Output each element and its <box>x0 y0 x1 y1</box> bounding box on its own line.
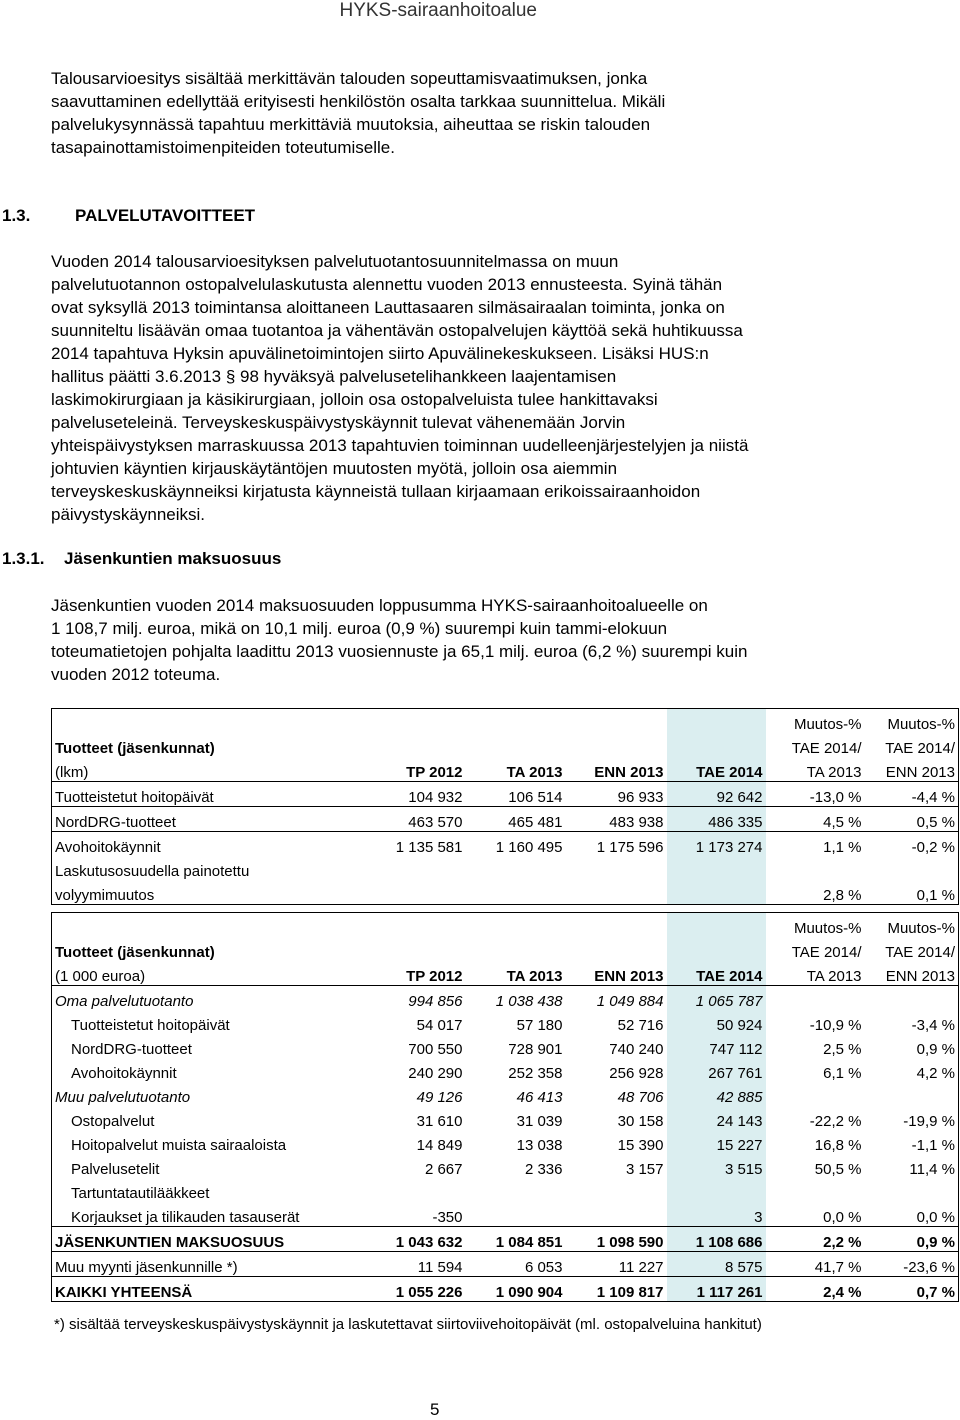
cell <box>766 986 865 1011</box>
cell: 2,5 % <box>823 1041 862 1058</box>
col-header: TAE 2014/ <box>865 937 959 961</box>
cell: 267 761 <box>667 1058 766 1082</box>
table-row <box>52 1082 959 1106</box>
cell: 31 610 <box>416 1113 463 1130</box>
cell <box>466 1202 566 1227</box>
cell: 0,0 % <box>865 1202 959 1227</box>
cell: 747 112 <box>667 1034 766 1058</box>
table-unit: (lkm) <box>52 757 370 782</box>
text-line: Jäsenkuntien vuoden 2014 maksuosuuden loppusumma HYKS-sairaanhoitoalueelle on <box>51 596 708 615</box>
cell: 8 575 <box>667 1252 766 1277</box>
cell: 104 932 <box>370 782 466 807</box>
row-label: NordDRG-tuotteet <box>52 1034 370 1058</box>
table-row <box>52 1106 959 1130</box>
cell <box>370 1178 466 1202</box>
cell: 1 098 590 <box>566 1227 667 1252</box>
cell: 54 017 <box>416 1017 463 1034</box>
col-header: TAE 2014/ <box>791 740 862 757</box>
cell: 2 336 <box>524 1161 563 1178</box>
cell: 1 084 851 <box>466 1227 566 1252</box>
row-label: JÄSENKUNTIEN MAKSUOSUUS <box>52 1227 370 1252</box>
col-header: TA 2013 <box>466 757 566 782</box>
cell: 0,5 % <box>865 807 959 832</box>
table-row <box>52 1010 959 1034</box>
cell: 41,7 % <box>766 1252 865 1277</box>
cell <box>466 1178 566 1202</box>
table-row <box>52 1227 959 1252</box>
text-line: vuoden 2012 toteuma. <box>51 665 221 684</box>
cell: 50 924 <box>667 1010 766 1034</box>
cell: 3 <box>667 1202 766 1227</box>
cell: 16,8 % <box>814 1137 862 1154</box>
cell <box>766 1082 865 1106</box>
cell: 46 413 <box>516 1089 563 1106</box>
text-line: Talousarvioesitys sisältää merkittävän talouden sopeuttamisvaatimuksen, jonka <box>51 69 648 88</box>
cell: 1 049 884 <box>596 993 664 1010</box>
cell: 11 227 <box>566 1252 667 1277</box>
cell: 6,1 % <box>823 1065 862 1082</box>
cell: 1 055 226 <box>370 1277 466 1302</box>
cell: 2 667 <box>424 1161 463 1178</box>
cell: 0,9 % <box>865 1227 959 1252</box>
cell: 256 928 <box>609 1065 664 1082</box>
row-label: Palvelusetelit <box>52 1154 370 1178</box>
cell: -13,0 % <box>766 782 865 807</box>
text-line: yhteispäivystyksen marraskuussa 2013 tapahtuvien toiminnan uudelleenjärjestelyjen ja niistä <box>51 436 749 455</box>
cell: 1 043 632 <box>370 1227 466 1252</box>
cell <box>865 986 959 1011</box>
table-row <box>52 782 959 807</box>
cell: 0,7 % <box>865 1277 959 1302</box>
row-label: KAIKKI YHTEENSÄ <box>52 1277 370 1302</box>
cell: 2,2 % <box>766 1227 865 1252</box>
text-line: laskimokirurgiaan ja käsikirurgiaan, jolloin osa ostopalveluista tulee hankittavaksi <box>51 390 658 409</box>
text-line: 2014 tapahtuva Hyksin apuvälinetoimintojen siirto Apuvälinekeskukseen. Lisäksi HUS:n <box>51 344 709 363</box>
row-label: volyymimuutos <box>52 880 370 905</box>
text-line: suunniteltu lisäävän omaa tuotantoa ja vähentävän ostopalvelujen käyttöä sekä huhtikuussa <box>51 321 743 340</box>
col-header: TA 2013 <box>466 961 566 986</box>
row-label: Tuotteistetut hoitopäivät <box>52 1010 370 1034</box>
section-1-3-title: PALVELUTAVOITTEET <box>75 206 256 225</box>
section-1-3-number: 1.3. <box>2 206 31 225</box>
cell: 57 180 <box>516 1017 563 1034</box>
cell: 0,0 % <box>766 1202 865 1227</box>
cell: 728 901 <box>508 1041 563 1058</box>
cell: 0,1 % <box>865 880 959 905</box>
cell: -4,4 % <box>865 782 959 807</box>
row-label: Korjaukset ja tilikauden tasauserät <box>52 1202 370 1227</box>
row-label: Avohoitokäynnit <box>52 1058 370 1082</box>
cell: -0,2 % <box>865 832 959 857</box>
cell: -350 <box>370 1202 466 1227</box>
cell: 483 938 <box>566 807 667 832</box>
table-row <box>52 1058 959 1082</box>
section-1-3-1-number: 1.3.1. <box>2 549 45 568</box>
row-label: Ostopalvelut <box>52 1106 370 1130</box>
cell: 11 594 <box>370 1252 466 1277</box>
footnote: *) sisältää terveyskeskuspäivystyskäynnit ja laskutettavat siirtoviivehoitopäivät (ml. ostopalveluina hankitut) <box>54 1316 762 1333</box>
cell: -3,4 % <box>865 1010 959 1034</box>
cell: 1 175 596 <box>596 839 664 856</box>
table-row <box>52 1277 959 1302</box>
cell: 48 706 <box>617 1089 664 1106</box>
table-unit: (1 000 euroa) <box>52 961 370 986</box>
cell: 1 108 686 <box>667 1227 766 1252</box>
cell: 740 240 <box>609 1041 664 1058</box>
text-line: palveluseteleinä. Terveyskeskuspäivystyskäynnit tulevat vähenemään Jorvin <box>51 413 626 432</box>
row-label: Avohoitokäynnit <box>52 832 370 857</box>
cell: 49 126 <box>416 1089 463 1106</box>
cell: -23,6 % <box>865 1252 959 1277</box>
row-label: Hoitopalvelut muista sairaaloista <box>52 1130 370 1154</box>
cell: 2,4 % <box>766 1277 865 1302</box>
row-label: Muu palvelutuotanto <box>52 1082 370 1106</box>
row-label: Laskutusosuudella painotettu <box>52 856 370 880</box>
cell: 106 514 <box>466 782 566 807</box>
cell: 6 053 <box>466 1252 566 1277</box>
text-line: ovat syksyllä 2013 toimintansa aloittaneen Lauttasaaren silmäsairaalan toiminta, jonka on <box>51 298 725 317</box>
col-header: TA 2013 <box>766 961 865 986</box>
text-line: hallitus päätti 3.6.2013 § 98 hyväksyä palvelusetelihankkeen laajentamisen <box>51 367 617 386</box>
col-header: TA 2013 <box>766 757 865 782</box>
col-header: Muutos-% <box>766 709 865 734</box>
cell: 1 038 438 <box>495 993 563 1010</box>
cell: 486 335 <box>667 807 766 832</box>
cell: 13 038 <box>516 1137 563 1154</box>
cell: 994 856 <box>408 993 463 1010</box>
cell: 3 515 <box>667 1154 766 1178</box>
page-number: 5 <box>430 1400 440 1419</box>
cell: 465 481 <box>466 807 566 832</box>
table-title: Tuotteet (jäsenkunnat) <box>52 937 370 961</box>
section-1-3-1-title: Jäsenkuntien maksuosuus <box>64 549 282 568</box>
cell: -1,1 % <box>865 1130 959 1154</box>
cell: 50,5 % <box>814 1161 862 1178</box>
cell: 1 173 274 <box>667 832 766 857</box>
cell: -19,9 % <box>865 1106 959 1130</box>
cell <box>566 1202 667 1227</box>
text-line: terveyskeskuskäynneiksi kirjatusta käynneistä tullaan kirjaamaan erikoissairaanhoidon <box>51 482 701 501</box>
text-line: tasapainottamistoimenpiteiden toteutumiselle. <box>51 138 395 157</box>
text-line: johtuvien käyntien kirjauskäytäntöjen muutosten myötä, jolloin osa aiemmin <box>51 459 618 478</box>
table-row <box>52 1202 959 1227</box>
cell: 31 039 <box>516 1113 563 1130</box>
cell: 52 716 <box>617 1017 664 1034</box>
cell: 1 135 581 <box>395 839 463 856</box>
cell <box>865 1082 959 1106</box>
page-header: HYKS-sairaanhoitoalue <box>339 0 537 21</box>
text-line: Vuoden 2014 talousarvioesityksen palvelutuotantosuunnitelmassa on muun <box>51 252 619 271</box>
cell: 1 160 495 <box>495 839 563 856</box>
table-row <box>52 1252 959 1277</box>
col-header: TAE 2014/ <box>791 944 862 961</box>
cell <box>766 1178 865 1202</box>
col-header: TAE 2014/ <box>865 733 959 757</box>
table-row <box>52 807 959 832</box>
text-line: 1 108,7 milj. euroa, mikä on 10,1 milj. euroa (0,9 %) suurempi kuin tammi-elokuun <box>51 619 668 638</box>
text-line: toteumatietojen pohjalta laadittu 2013 vuosiennuste ja 65,1 milj. euroa (6,2 %) suurempi kuin <box>51 642 748 661</box>
table-row <box>52 1178 959 1202</box>
cell: 14 849 <box>416 1137 463 1154</box>
col-header: ENN 2013 <box>566 961 667 986</box>
text-line: päivystyskäynneiksi. <box>51 505 206 524</box>
volume-table <box>51 708 959 905</box>
table-row <box>52 832 959 857</box>
col-header: TP 2012 <box>370 757 466 782</box>
cell: 1,1 % <box>823 839 862 856</box>
cell: 240 290 <box>408 1065 463 1082</box>
table-row <box>52 1130 959 1154</box>
row-label: Tartuntatautilääkkeet <box>52 1178 370 1202</box>
cell: 1 109 817 <box>566 1277 667 1302</box>
cell: 15 390 <box>617 1137 664 1154</box>
cell: 42 885 <box>667 1082 766 1106</box>
cell: 11,4 % <box>865 1154 959 1178</box>
cell: 4,2 % <box>865 1058 959 1082</box>
cell <box>667 1178 766 1202</box>
col-header: ENN 2013 <box>865 961 959 986</box>
cell <box>566 1178 667 1202</box>
cell: 3 157 <box>625 1161 664 1178</box>
intro-paragraph <box>51 67 951 159</box>
cell <box>865 1178 959 1202</box>
text-line: palvelukysynnässä tapahtuu merkittäviä muutoksia, aiheuttaa se riskin talouden <box>51 115 651 134</box>
euro-table <box>51 912 959 1302</box>
text-line: saavuttaminen edellyttää erityisesti henkilöstön osalta tarkkaa suunnittelua. Mikäli <box>51 92 666 111</box>
col-header: TP 2012 <box>370 961 466 986</box>
col-header: ENN 2013 <box>865 757 959 782</box>
row-label: Tuotteistetut hoitopäivät <box>52 782 370 807</box>
table-row <box>52 1154 959 1178</box>
cell: 252 358 <box>508 1065 563 1082</box>
col-header: Muutos-% <box>766 913 865 938</box>
cell: 700 550 <box>408 1041 463 1058</box>
cell: 30 158 <box>617 1113 664 1130</box>
text-line: palvelutuotannon ostopalvelulaskutusta alennettu vuoden 2013 ennusteesta. Syinä tähän <box>51 275 723 294</box>
cell: -22,2 % <box>809 1113 862 1130</box>
row-label: Muu myynti jäsenkunnille *) <box>52 1252 370 1277</box>
section-1-3-paragraph <box>51 250 951 526</box>
col-header: TAE 2014 <box>667 757 766 782</box>
cell: 2,8 % <box>766 880 865 905</box>
cell: 1 090 904 <box>466 1277 566 1302</box>
cell: 0,9 % <box>865 1034 959 1058</box>
cell: 4,5 % <box>766 807 865 832</box>
section-1-3-1-paragraph <box>51 594 951 686</box>
cell: 15 227 <box>667 1130 766 1154</box>
row-label: NordDRG-tuotteet <box>52 807 370 832</box>
table-row <box>52 1034 959 1058</box>
cell: 1 065 787 <box>667 986 766 1011</box>
col-header: ENN 2013 <box>566 757 667 782</box>
col-header: Muutos-% <box>865 913 959 938</box>
cell: 463 570 <box>370 807 466 832</box>
table-row <box>52 880 959 905</box>
col-header: TAE 2014 <box>667 961 766 986</box>
cell: 92 642 <box>667 782 766 807</box>
cell: -10,9 % <box>809 1017 862 1034</box>
table-row <box>52 986 959 1011</box>
cell: 1 117 261 <box>667 1277 766 1302</box>
table-title: Tuotteet (jäsenkunnat) <box>52 733 370 757</box>
row-label: Oma palvelutuotanto <box>52 986 370 1011</box>
cell: 24 143 <box>667 1106 766 1130</box>
cell: 96 933 <box>566 782 667 807</box>
col-header: Muutos-% <box>865 709 959 734</box>
